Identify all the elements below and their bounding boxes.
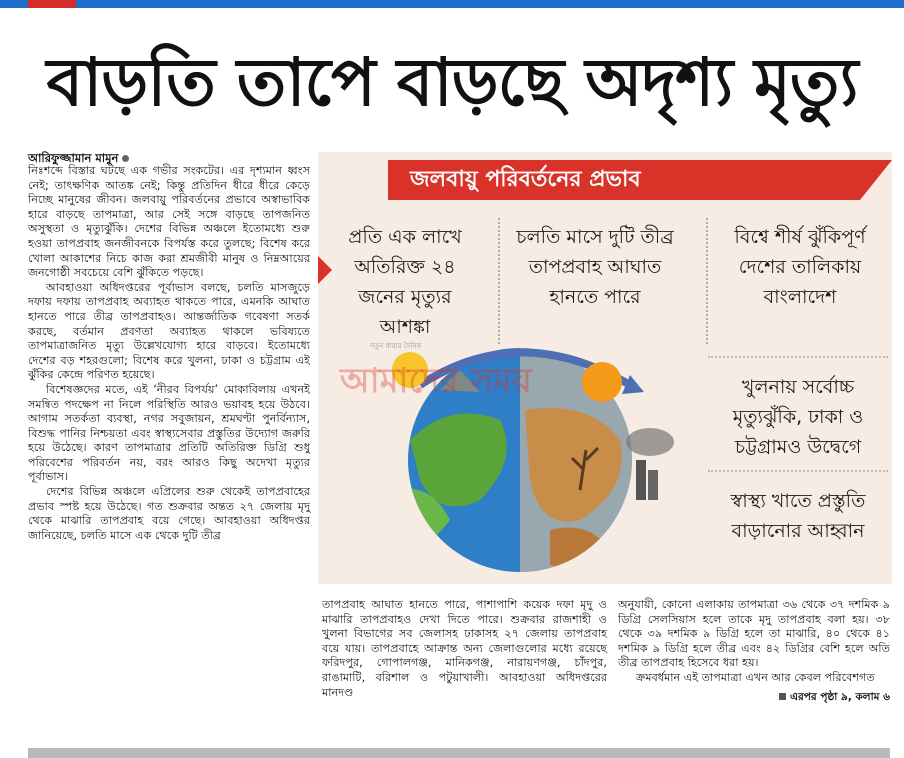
divider	[706, 218, 708, 344]
factory-chimney-icon	[636, 460, 646, 500]
divider	[498, 218, 500, 344]
paragraph: দেশের বিভিন্ন অঞ্চলে এপ্রিলের শুরু থেকেই তাপপ্রবাহের প্রভাব স্পষ্ট হয়ে উঠেছে। গত শুক্রবার অন্তত ২৭ জেলায় মৃদু থেকে মাঝারি তাপপ্রবাহ বয়ে গেছে। আবহাওয়া অধিদপ্তর জানিয়েছে, চলতি মাসে এক থেকে দুটি তীব্র	[28, 485, 310, 542]
square-marker-icon	[779, 693, 786, 700]
bottom-image-strip	[28, 748, 890, 758]
paragraph: নিঃশব্দে বিস্তার ঘটছে এক গভীর সংকটের। এর দৃশ্যমান ধ্বংস নেই; তাৎক্ষণিক আতঙ্ক নেই; কিন্তু প্রতিদিন ধীরে ধীরে কেড়ে নিচ্ছে মানুষের জীবন। জলবায়ু পরিবর্তনের প্রভাবে অস্বাভাবিক হারে বাড়ছে তাপমাত্রা, আর সেই সঙ্গে বাড়ছে তাপজনিত অসুস্থতা ও মৃত্যুঝুঁকি। দেশের বিভিন্ন অঞ্চলে ইতোমধ্যে শুরু হওয়া তাপপ্রবাহ জনজীবনকে বিপর্যস্ত করে তুলছে; বিশেষ করে খোলা আকাশের নিচে কাজ করা শ্রমজীবী মানুষ ও নিম্নআয়ের জনগোষ্ঠী সবচেয়ে বেশি ঝুঁকিতে পড়ছে।	[28, 164, 310, 280]
fact-heatwaves: চলতি মাসে দুটি তীব্র তাপপ্রবাহ আঘাত হানতে পারে	[516, 226, 674, 308]
byline-dot-icon	[122, 155, 129, 162]
hot-sun-icon	[582, 362, 622, 402]
continuation-note	[618, 690, 890, 705]
author-name: আরিফুজ্জামান মামুন	[28, 151, 119, 165]
fact-health: স্বাস্থ্য খাতে প্রস্তুতি বাড়ানোর আহ্বান	[730, 490, 866, 542]
headline: বাড়তি তাপে বাড়ছে অদৃশ্য মৃত্যু	[46, 44, 858, 121]
article-column-1	[28, 164, 310, 543]
top-accent-mark	[28, 0, 76, 8]
paragraph: তাপপ্রবাহ আঘাত হানতে পারে, পাশাপাশি কয়েক দফা মৃদু ও মাঝারি তাপপ্রবাহও দেখা দিতে পারে। শুক্রবার রাজশাহী ও খুলনা বিভাগের সব জেলাসহ ঢাকাসহ ২৭ জেলায় তাপপ্রবাহ বয়ে যায়। তাপপ্রবাহে আক্রান্ত অন্য জেলাগুলোর মধ্যে রয়েছে ফরিদপুর, গোপালগঞ্জ, মানিকগঞ্জ, নারায়ণগঞ্জ, চাঁদপুর, রাঙামাটি, বরিশাল ও পটুয়াখালী। আবহাওয়া অধিদপ্তরের মানদণ্ড	[322, 598, 607, 699]
divider	[708, 470, 888, 472]
paragraph: বিশেষজ্ঞদের মতে, এই ‘নীরব বিপর্যয়’ মোকাবিলায় এখনই সমন্বিত পদক্ষেপ না নিলে পরিস্থিতি আরও ভয়াবহ হয়ে উঠবে। আগাম সতর্কতা ব্যবস্থা, নগর সবুজায়ন, শ্রমঘণ্টা পুনর্বিন্যাস, বিশুদ্ধ পানির নিশ্চয়তা এবং স্বাস্থ্যসেবার প্রস্তুতির উদ্যোগ জরুরি হয়ে উঠেছে। কারণ তাপমাত্রার প্রতিটি অতিরিক্ত ডিগ্রি শুধু পরিবেশের পরিবর্তন নয়, বরং আরও কিছু অদেখা মৃত্যুর পূর্বাভাস।	[28, 382, 310, 484]
paragraph: অনুযায়ী, কোনো এলাকায় তাপমাত্রা ৩৬ থেকে ৩৭ দশমিক ৯ ডিগ্রি সেলসিয়াস হলে তাকে মৃদু তাপপ্রবাহ বলা হয়। ৩৮ থেকে ৩৯ দশমিক ৯ ডিগ্রি হলে তা মাঝারি, ৪০ থেকে ৪১ দশমিক ৯ ডিগ্রি হলে তীব্র এবং ৪২ ডিগ্রির বেশি হলে অতি তীব্র তাপপ্রবাহ হিসেবে ধরা হয়।	[618, 598, 890, 670]
fact-ranking: বিশ্বে শীর্ষ ঝুঁকিপূর্ণ দেশের তালিকায় বাংলাদেশ	[734, 226, 866, 308]
top-color-bar	[0, 0, 904, 8]
paragraph: ক্রমবর্ধমান এই তাপমাত্রা এখন আর কেবল পরিবেশগত	[636, 670, 875, 684]
divider	[708, 356, 888, 358]
paragraph: আবহাওয়া অধিদপ্তরের পূর্বাভাস বলছে, চলতি মাসজুড়ে দফায় দফায় তাপপ্রবাহ অব্যাহত থাকতে পারে, এমনকি আঘাত হানতে পারে তীব্র তাপপ্রবাহও। আন্তর্জাতিক গবেষণা সতর্ক করছে, বর্তমান প্রবণতা অব্যাহত থাকলে ভবিষ্যতে তাপমাত্রাজনিত মৃত্যু উল্লেখযোগ্য হারে বাড়বে। ইতোমধ্যে দেশের বড় শহরগুলো; বিশেষ করে খুলনা, ঢাকা ও চট্টগ্রাম এই ঝুঁকির কেন্দ্রে পরিণত হয়েছে।	[28, 280, 310, 382]
article-column-3	[618, 598, 890, 704]
infographic-banner: জলবায়ু পরিবর্তনের প্রভাব	[388, 160, 860, 200]
fact-deaths: প্রতি এক লাখে অতিরিক্ত ২৪ জনের মৃত্যুর আশঙ্কা	[348, 226, 462, 338]
watermark: আমাদের সময়	[340, 361, 532, 401]
fact-khulna: খুলনায় সর্বোচ্চ মৃত্যুঝুঁকি, ঢাকা ও চট্টগ্রামও উদ্বেগে	[732, 376, 864, 458]
watermark-tagline: নতুন ধারার দৈনিক	[370, 342, 422, 350]
continuation-text: এরপর পৃষ্ঠা ৯, কলাম ৬	[790, 690, 890, 703]
article-column-2	[322, 598, 607, 700]
